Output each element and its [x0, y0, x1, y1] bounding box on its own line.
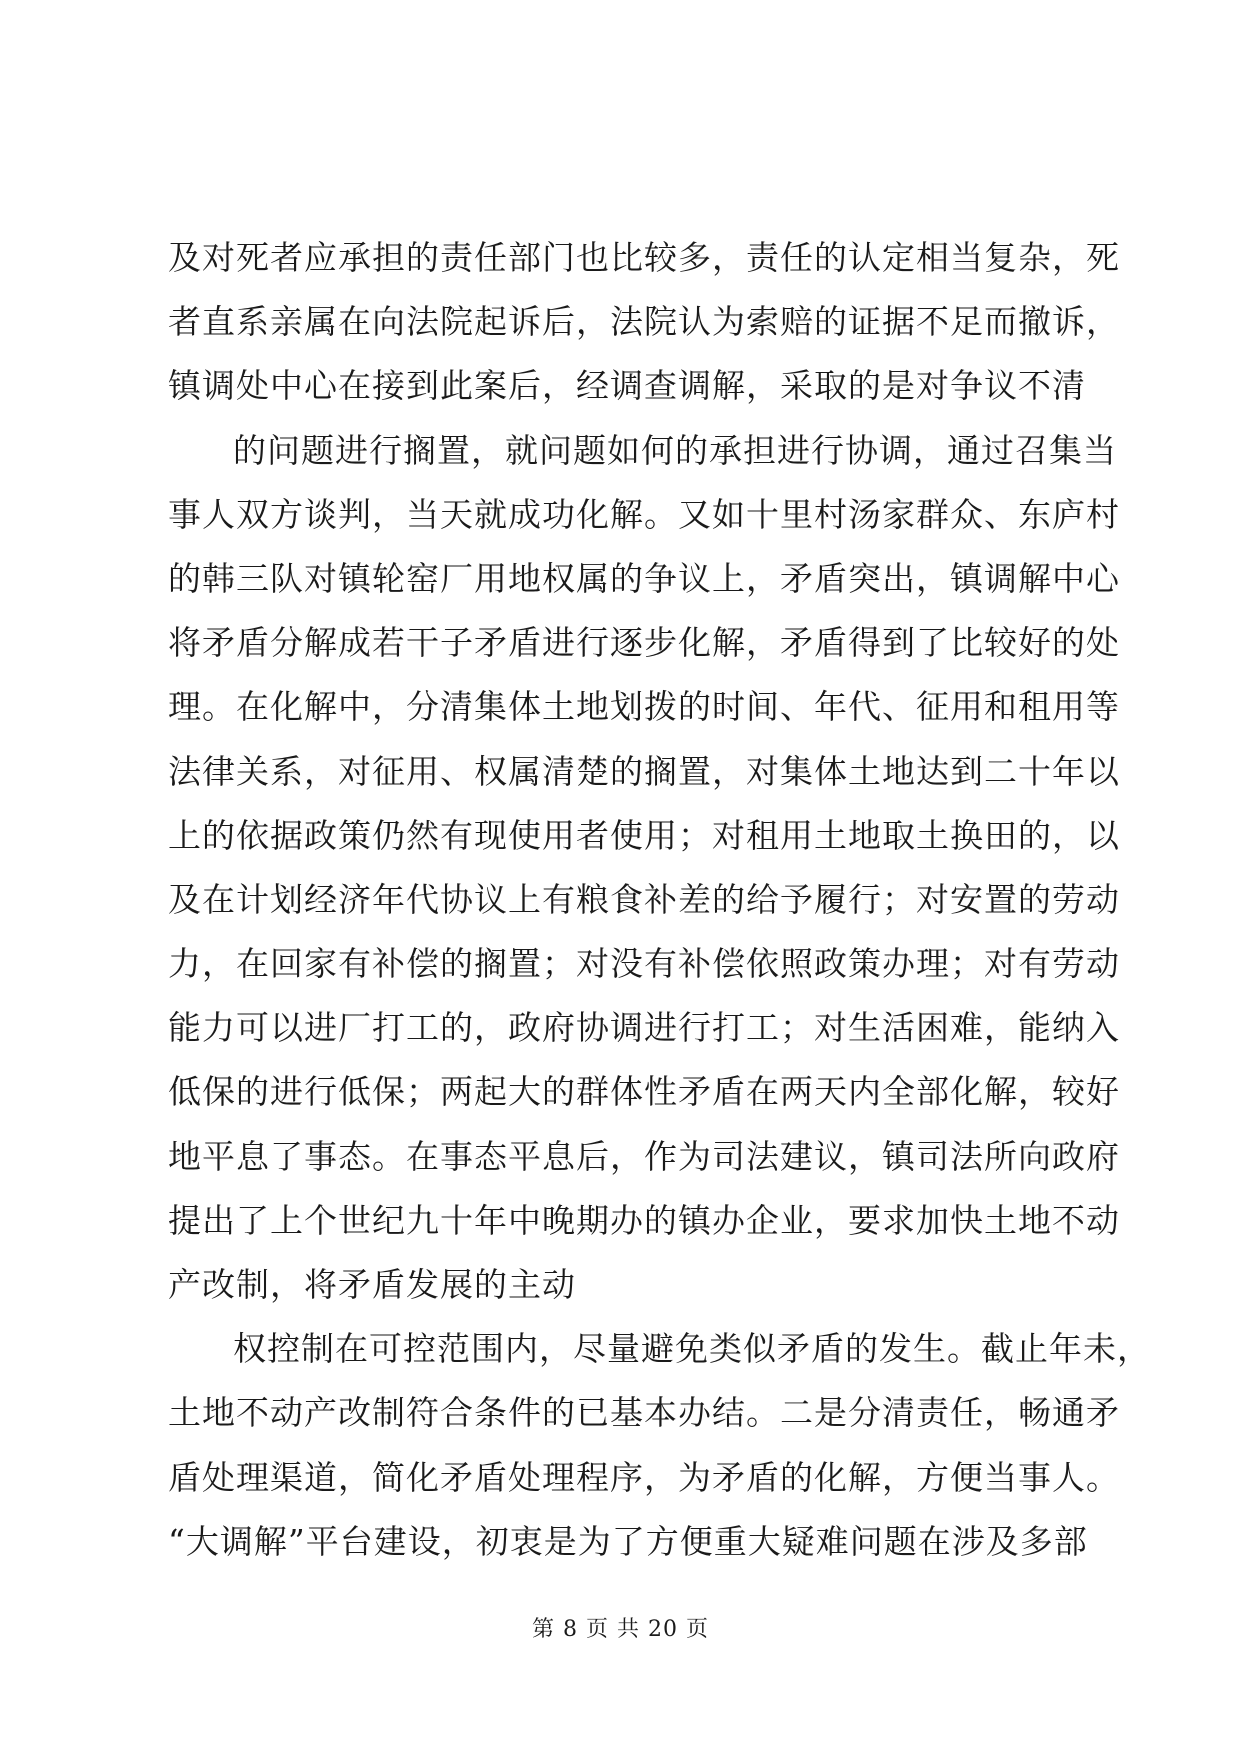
text-line: 上的依据政策仍然有现使用者使用；对租用土地取土换田的，以	[168, 815, 1120, 855]
text-line: 产改制，将矛盾发展的主动	[168, 1265, 576, 1304]
text-line: 者直系亲属在向法院起诉后，法院认为索赔的证据不足而撤诉，	[168, 302, 1120, 342]
text-line: 能力可以进厂打工的，政府协调进行打工；对生活困难，能纳入	[168, 1008, 1120, 1048]
text-line: “大调解”平台建设，初衷是为了方便重大疑难问题在涉及多部	[168, 1521, 1088, 1561]
text-line: 将矛盾分解成若干子矛盾进行逐步化解，矛盾得到了比较好的处	[168, 623, 1120, 663]
text-line: 盾处理渠道，简化矛盾处理程序，为矛盾的化解，方便当事人。	[168, 1457, 1120, 1497]
text-line: 法律关系，对征用、权属清楚的搁置，对集体土地达到二十年以	[168, 751, 1120, 791]
text-line: 提出了上个世纪九十年中晚期办的镇办企业，要求加快土地不动	[168, 1200, 1120, 1240]
text-line: 事人双方谈判，当天就成功化解。又如十里村汤家群众、东庐村	[168, 494, 1120, 534]
text-line: 低保的进行低保；两起大的群体性矛盾在两天内全部化解，较好	[168, 1072, 1120, 1112]
text-line: 及在计划经济年代协议上有粮食补差的给予履行；对安置的劳动	[168, 879, 1120, 919]
text-line: 的问题进行搁置，就问题如何的承担进行协调，通过召集当	[233, 430, 1117, 470]
text-line: 地平息了事态。在事态平息后，作为司法建议，镇司法所向政府	[168, 1136, 1120, 1176]
text-line: 的韩三队对镇轮窑厂用地权属的争议上，矛盾突出，镇调解中心	[168, 558, 1120, 598]
text-line: 镇调处中心在接到此案后，经调查调解，采取的是对争议不清	[168, 366, 1086, 406]
text-line: 及对死者应承担的责任部门也比较多，责任的认定相当复杂，死	[168, 238, 1120, 277]
page-footer: 第 8 页 共 20 页	[532, 1617, 709, 1642]
text-line: 力，在回家有补偿的搁置；对没有补偿依照政策办理；对有劳动	[168, 944, 1120, 984]
text-line: 土地不动产改制符合条件的已基本办结。二是分清责任，畅通矛	[168, 1393, 1120, 1433]
text-line: 权控制在可控范围内，尽量避免类似矛盾的发生。截止年未，	[233, 1329, 1151, 1369]
body-text	[168, 226, 1151, 1574]
text-line: 理。在化解中，分清集体土地划拨的时间、年代、征用和租用等	[168, 687, 1120, 727]
